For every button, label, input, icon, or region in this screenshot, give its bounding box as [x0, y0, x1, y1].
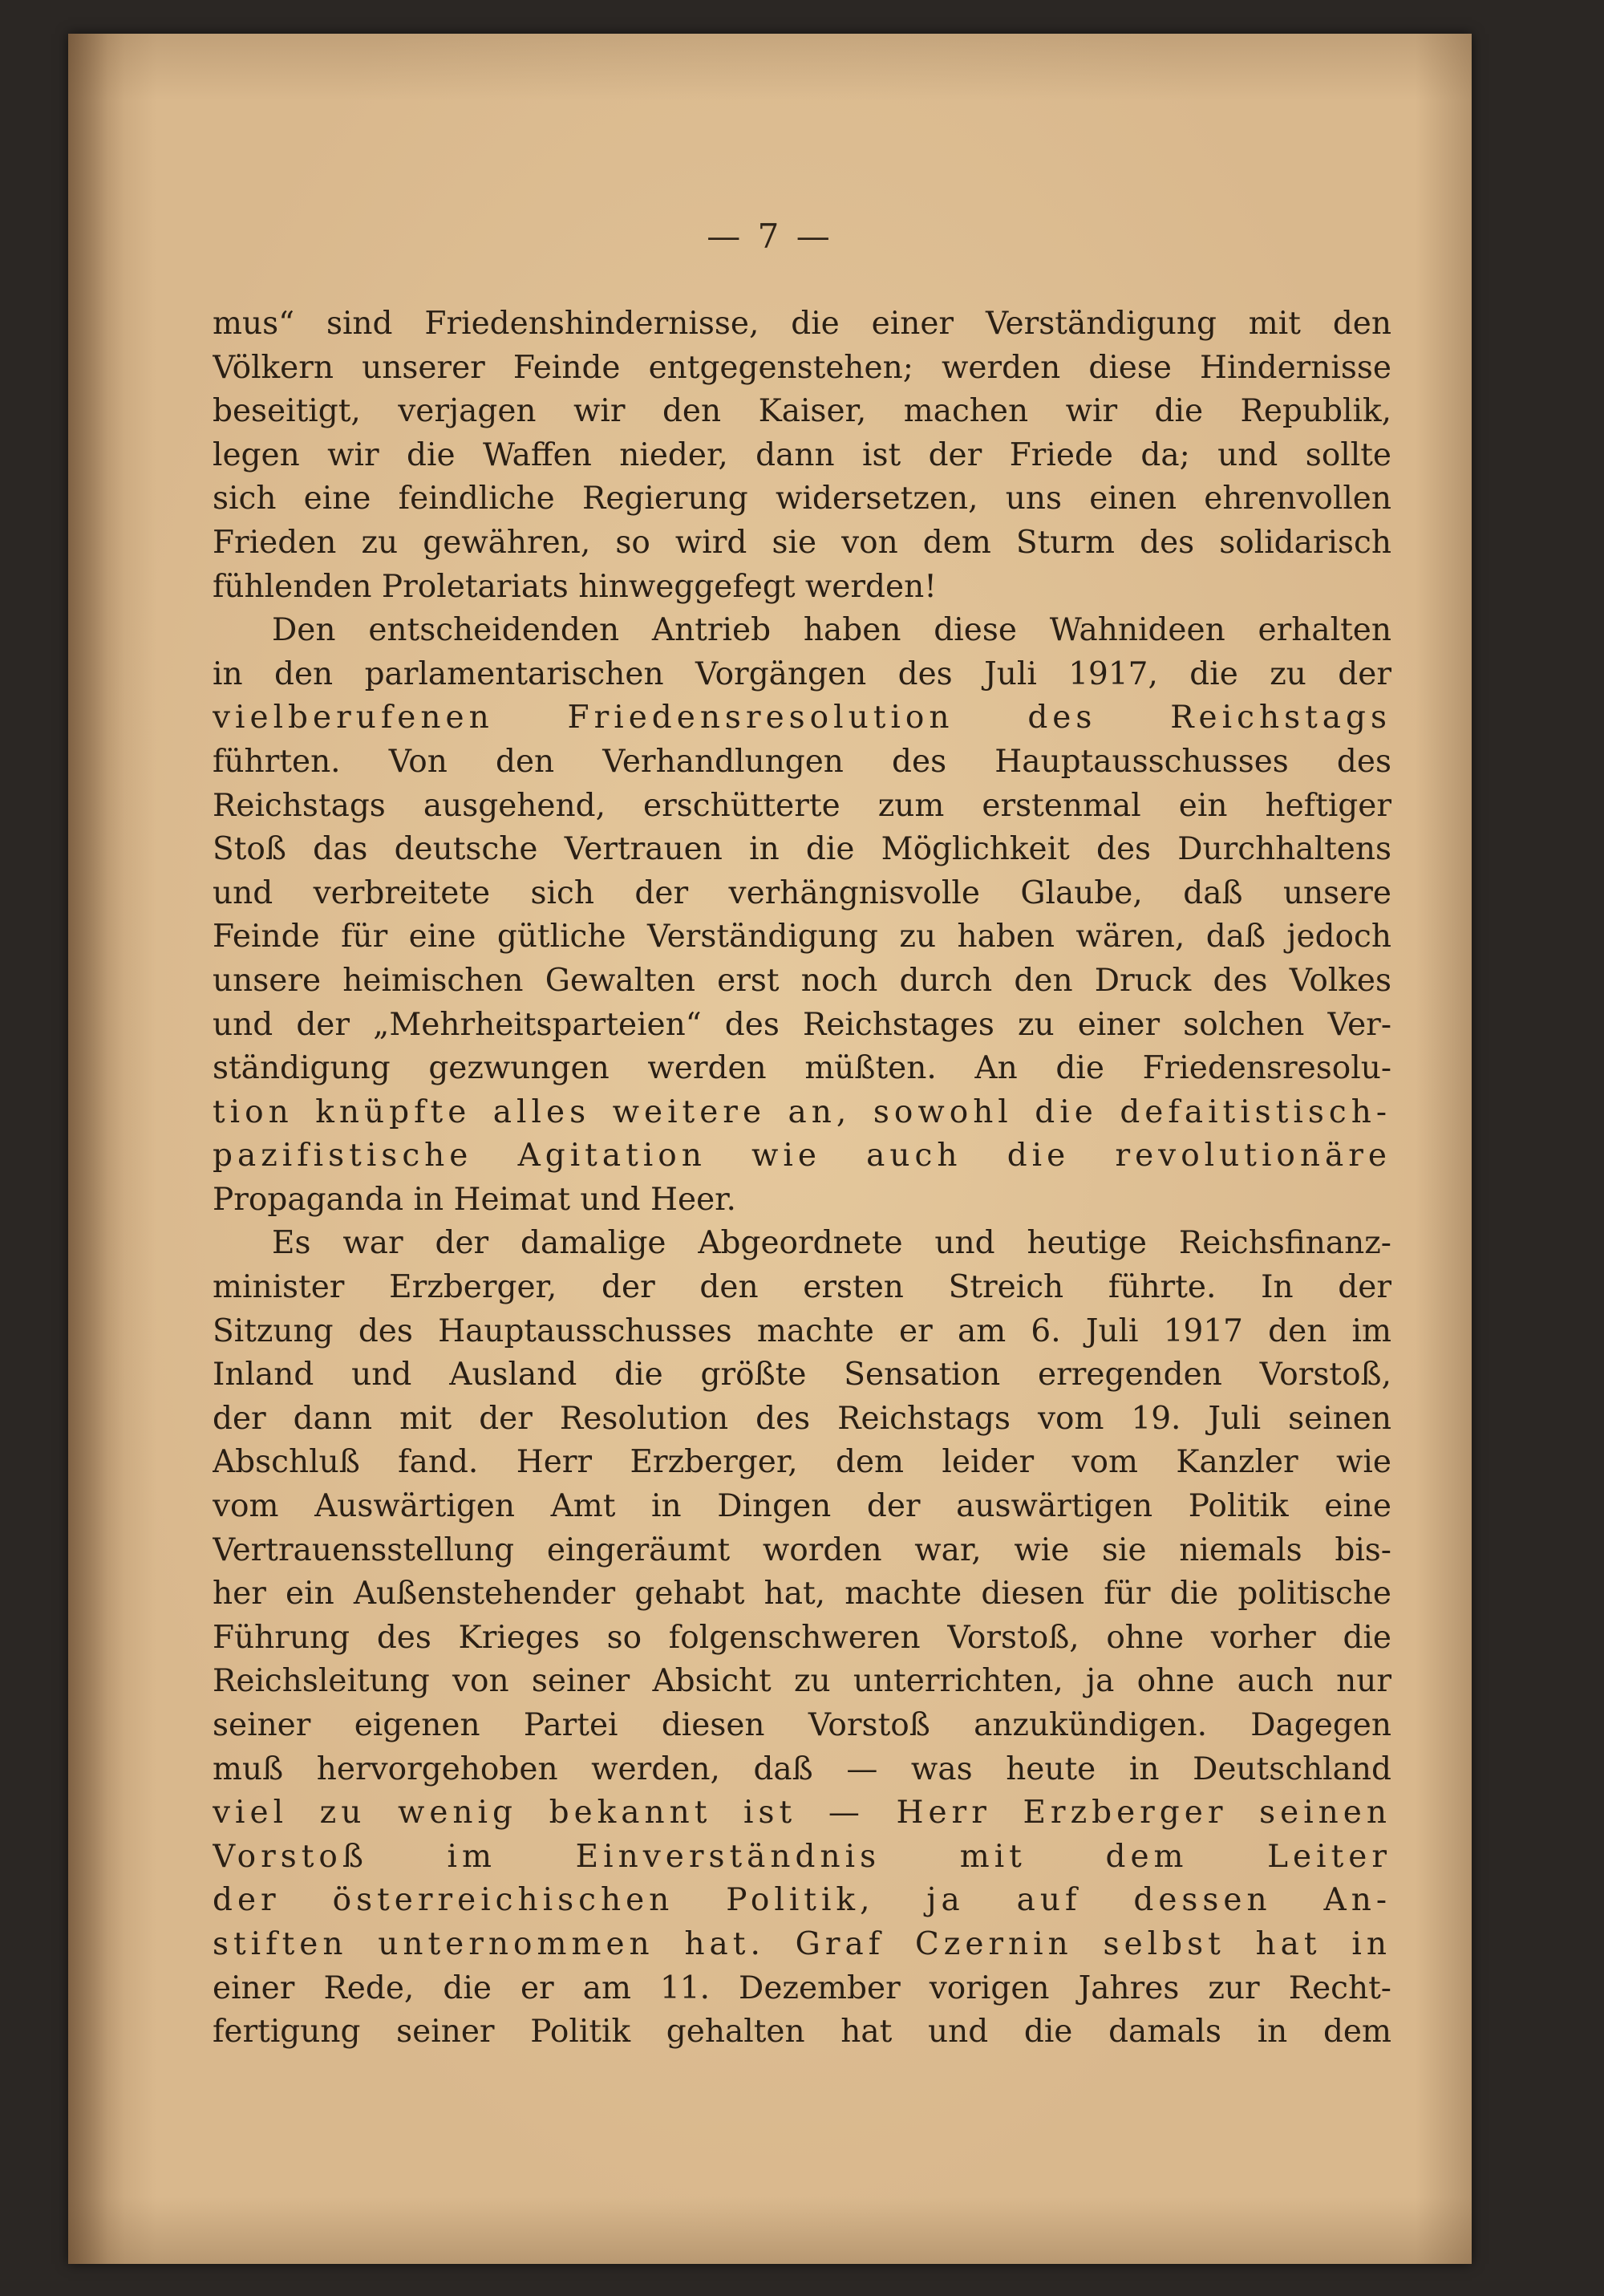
- text-line: Den entscheidenden Antrieb haben diese Wahnideen erhalten: [272, 612, 1391, 649]
- text-line: Reichstags ausgehend, erschütterte zum erstenmal ein heftiger: [213, 787, 1391, 824]
- text-line: unsere heimischen Gewalten erst noch durch den Druck des Volkes: [213, 962, 1391, 999]
- text-line: Sitzung des Hauptausschusses machte er am 6. Juli 1917 den im: [213, 1312, 1391, 1349]
- text-line: sich eine feindliche Regierung widersetzen, uns einen ehrenvollen: [213, 481, 1391, 517]
- text-line: minister Erzberger, der den ersten Streich führte. In der: [213, 1269, 1391, 1306]
- text-line: Vertrauensstellung eingeräumt worden war, wie sie niemals bis-: [213, 1531, 1391, 1568]
- text-line: Reichsleitung von seiner Absicht zu unterrichten, ja ohne auch nur: [213, 1663, 1391, 1700]
- text-line: tion knüpfte alles weitere an, sowohl die defaitistisch-: [213, 1093, 1391, 1130]
- page-number: — 7 —: [707, 217, 833, 256]
- text-line: einer Rede, die er am 11. Dezember vorigen Jahres zur Recht-: [213, 1969, 1391, 2006]
- text-line: ständigung gezwungen werden müßten. An die Friedensresolu-: [213, 1050, 1391, 1087]
- text-line: und der „Mehrheitsparteien“ des Reichstages zu einer solchen Ver-: [213, 1006, 1391, 1043]
- text-line: Führung des Krieges so folgenschweren Vorstoß, ohne vorher die: [213, 1619, 1391, 1656]
- text-line: Frieden zu gewähren, so wird sie von dem Sturm des solidarisch: [213, 524, 1391, 561]
- text-line: in den parlamentarischen Vorgängen des Juli 1917, die zu der: [213, 655, 1391, 692]
- text-line: vom Auswärtigen Amt in Dingen der auswärtigen Politik eine: [213, 1488, 1391, 1525]
- text-line: pazifistische Agitation wie auch die revolutionäre: [213, 1138, 1391, 1174]
- text-line: Stoß das deutsche Vertrauen in die Möglichkeit des Durchhaltens: [213, 831, 1391, 868]
- text-line: legen wir die Waffen nieder, dann ist der Friede da; und sollte: [213, 436, 1391, 473]
- text-line: stiften unternommen hat. Graf Czernin selbst hat in: [213, 1925, 1391, 1962]
- text-line: und verbreitete sich der verhängnisvolle Glaube, daß unsere: [213, 874, 1391, 911]
- text-line: fertigung seiner Politik gehalten hat und die damals in dem: [213, 2014, 1391, 2051]
- text-line: beseitigt, verjagen wir den Kaiser, machen wir die Republik,: [213, 393, 1391, 430]
- text-line: Es war der damalige Abgeordnete und heutige Reichsfinanz-: [272, 1225, 1391, 1262]
- text-line: Abschluß fand. Herr Erzberger, dem leider vom Kanzler wie: [213, 1444, 1391, 1481]
- text-line: seiner eigenen Partei diesen Vorstoß anzukündigen. Dagegen: [213, 1707, 1391, 1743]
- text-line: muß hervorgehoben werden, daß — was heute in Deutschland: [213, 1750, 1391, 1787]
- text-line: Propaganda in Heimat und Heer.: [213, 1181, 736, 1218]
- text-line: Vorstoß im Einverständnis mit dem Leiter: [213, 1838, 1391, 1875]
- text-line: Feinde für eine gütliche Verständigung zu haben wären, daß jedoch: [213, 919, 1391, 955]
- page-binding-shadow: [68, 34, 156, 2264]
- text-line: der dann mit der Resolution des Reichstags vom 19. Juli seinen: [213, 1400, 1391, 1437]
- text-line: her ein Außenstehender gehabt hat, machte diesen für die politische: [213, 1576, 1391, 1612]
- text-line: Inland und Ausland die größte Sensation erregenden Vorstoß,: [213, 1357, 1391, 1393]
- text-line: mus“ sind Friedenshindernisse, die einer Verständigung mit den: [213, 306, 1391, 342]
- text-line: Völkern unserer Feinde entgegenstehen; werden diese Hindernisse: [213, 349, 1391, 386]
- body-text: [213, 302, 1391, 2055]
- text-line: der österreichischen Politik, ja auf dessen An-: [213, 1882, 1391, 1919]
- book-page: [68, 34, 1472, 2264]
- text-line: fühlenden Proletariats hinweggefegt werden!: [213, 568, 937, 605]
- text-line: führten. Von den Verhandlungen des Hauptausschusses des: [213, 743, 1391, 780]
- text-line: vielberufenen Friedensresolution des Reichstags: [213, 700, 1391, 736]
- text-line: viel zu wenig bekannt ist — Herr Erzberger seinen: [213, 1795, 1391, 1832]
